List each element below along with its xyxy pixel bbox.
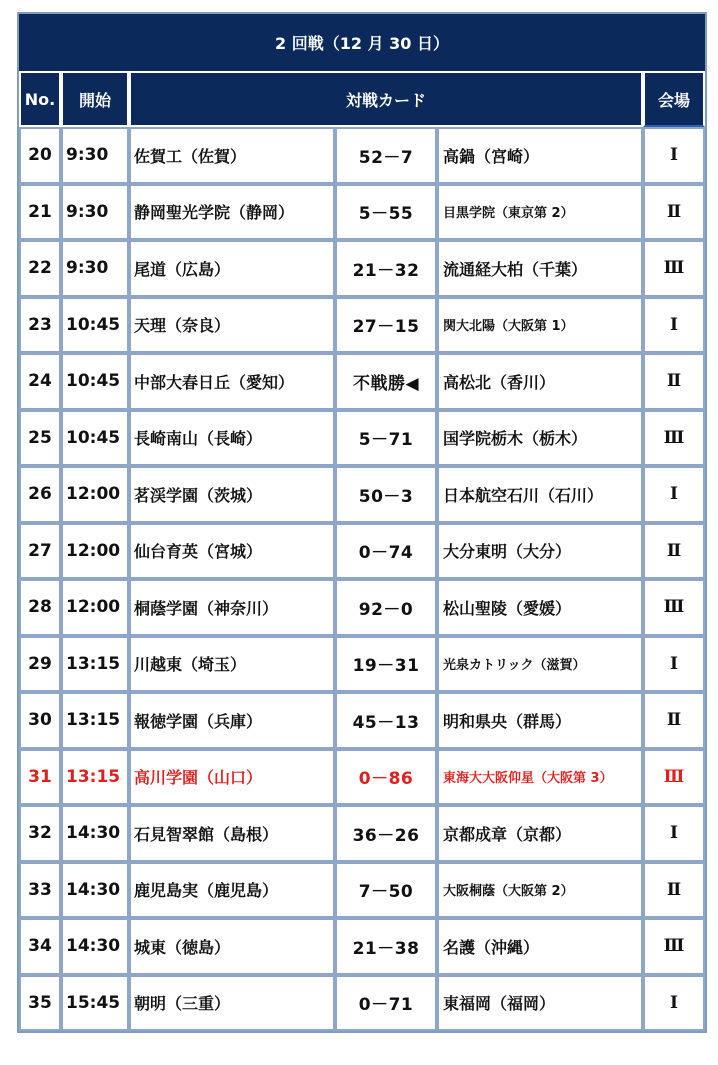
header-match: 対戦カード xyxy=(129,71,643,127)
match-number: 20 xyxy=(19,127,61,184)
venue: Ⅰ xyxy=(643,636,705,693)
start-time: 10:45 xyxy=(61,353,129,410)
venue: Ⅰ xyxy=(643,975,705,1032)
home-team: 仙台育英（宮城） xyxy=(129,523,335,580)
home-team: 高川学園（山口） xyxy=(129,749,335,806)
match-score: 0－74 xyxy=(335,523,437,580)
match-score: 5－55 xyxy=(335,184,437,241)
venue: Ⅱ xyxy=(643,353,705,410)
start-time: 15:45 xyxy=(61,975,129,1032)
match-number: 21 xyxy=(19,184,61,241)
start-time: 10:45 xyxy=(61,297,129,354)
title-row xyxy=(19,14,705,71)
away-team: 京都成章（京都） xyxy=(437,805,643,862)
match-number: 33 xyxy=(19,862,61,919)
header-no: No. xyxy=(19,71,61,127)
match-number: 27 xyxy=(19,523,61,580)
home-team: 城東（徳島） xyxy=(129,918,335,975)
start-time: 12:00 xyxy=(61,579,129,636)
table-row xyxy=(19,918,705,975)
match-score: 27－15 xyxy=(335,297,437,354)
away-team: 大阪桐蔭（大阪第 2） xyxy=(437,862,643,919)
start-time: 13:15 xyxy=(61,692,129,749)
venue: Ⅰ xyxy=(643,466,705,523)
match-score: 不戦勝◀ xyxy=(335,353,437,410)
table-title: 2 回戦（12 月 30 日） xyxy=(19,14,705,71)
venue: Ⅱ xyxy=(643,862,705,919)
table-row xyxy=(19,975,705,1032)
away-team: 光泉カトリック（滋賀） xyxy=(437,636,643,693)
venue: Ⅱ xyxy=(643,184,705,241)
table-row xyxy=(19,692,705,749)
start-time: 10:45 xyxy=(61,410,129,467)
start-time: 12:00 xyxy=(61,523,129,580)
venue: Ⅲ xyxy=(643,749,705,806)
away-team: 流通経大柏（千葉） xyxy=(437,240,643,297)
match-score: 21－32 xyxy=(335,240,437,297)
match-number: 26 xyxy=(19,466,61,523)
home-team: 長崎南山（長崎） xyxy=(129,410,335,467)
away-team: 東福岡（福岡） xyxy=(437,975,643,1032)
start-time: 9:30 xyxy=(61,240,129,297)
away-team: 国学院栃木（栃木） xyxy=(437,410,643,467)
schedule-table-wrapper xyxy=(17,12,703,1033)
match-number: 34 xyxy=(19,918,61,975)
venue: Ⅰ xyxy=(643,805,705,862)
start-time: 14:30 xyxy=(61,805,129,862)
table-row xyxy=(19,184,705,241)
header-start: 開始 xyxy=(61,71,129,127)
home-team: 茗渓学園（茨城） xyxy=(129,466,335,523)
match-score: 52－7 xyxy=(335,127,437,184)
match-score: 19－31 xyxy=(335,636,437,693)
table-row xyxy=(19,579,705,636)
home-team: 天理（奈良） xyxy=(129,297,335,354)
away-team: 日本航空石川（石川） xyxy=(437,466,643,523)
home-team: 尾道（広島） xyxy=(129,240,335,297)
venue: Ⅰ xyxy=(643,297,705,354)
start-time: 12:00 xyxy=(61,466,129,523)
away-team: 関大北陽（大阪第 1） xyxy=(437,297,643,354)
table-row xyxy=(19,410,705,467)
header-row xyxy=(19,71,705,127)
home-team: 川越東（埼玉） xyxy=(129,636,335,693)
start-time: 9:30 xyxy=(61,184,129,241)
venue: Ⅱ xyxy=(643,692,705,749)
home-team: 鹿児島実（鹿児島） xyxy=(129,862,335,919)
match-number: 32 xyxy=(19,805,61,862)
match-number: 31 xyxy=(19,749,61,806)
venue: Ⅱ xyxy=(643,523,705,580)
table-row xyxy=(19,466,705,523)
home-team: 静岡聖光学院（静岡） xyxy=(129,184,335,241)
start-time: 14:30 xyxy=(61,862,129,919)
table-row xyxy=(19,353,705,410)
match-score: 36－26 xyxy=(335,805,437,862)
home-team: 石見智翠館（島根） xyxy=(129,805,335,862)
match-number: 22 xyxy=(19,240,61,297)
venue: Ⅲ xyxy=(643,918,705,975)
away-team: 東海大大阪仰星（大阪第 3） xyxy=(437,749,643,806)
schedule-table xyxy=(17,12,707,1033)
venue: Ⅲ xyxy=(643,240,705,297)
home-team: 中部大春日丘（愛知） xyxy=(129,353,335,410)
start-time: 13:15 xyxy=(61,636,129,693)
table-row xyxy=(19,523,705,580)
match-score: 92－0 xyxy=(335,579,437,636)
match-score: 7－50 xyxy=(335,862,437,919)
table-row xyxy=(19,749,705,806)
match-number: 29 xyxy=(19,636,61,693)
table-row xyxy=(19,805,705,862)
header-venue: 会場 xyxy=(643,71,705,127)
venue: Ⅲ xyxy=(643,579,705,636)
match-number: 30 xyxy=(19,692,61,749)
match-number: 35 xyxy=(19,975,61,1032)
away-team: 高松北（香川） xyxy=(437,353,643,410)
away-team: 目黒学院（東京第 2） xyxy=(437,184,643,241)
start-time: 14:30 xyxy=(61,918,129,975)
table-row xyxy=(19,127,705,184)
home-team: 朝明（三重） xyxy=(129,975,335,1032)
away-team: 松山聖陵（愛媛） xyxy=(437,579,643,636)
table-row xyxy=(19,297,705,354)
away-team: 名護（沖縄） xyxy=(437,918,643,975)
match-score: 50－3 xyxy=(335,466,437,523)
match-number: 25 xyxy=(19,410,61,467)
match-score: 45－13 xyxy=(335,692,437,749)
table-row xyxy=(19,862,705,919)
match-score: 5－71 xyxy=(335,410,437,467)
match-score: 0－71 xyxy=(335,975,437,1032)
home-team: 佐賀工（佐賀） xyxy=(129,127,335,184)
start-time: 13:15 xyxy=(61,749,129,806)
match-number: 24 xyxy=(19,353,61,410)
match-number: 28 xyxy=(19,579,61,636)
match-score: 21－38 xyxy=(335,918,437,975)
venue: Ⅰ xyxy=(643,127,705,184)
venue: Ⅲ xyxy=(643,410,705,467)
table-body xyxy=(19,127,705,1031)
away-team: 高鍋（宮崎） xyxy=(437,127,643,184)
away-team: 大分東明（大分） xyxy=(437,523,643,580)
match-score: 0－86 xyxy=(335,749,437,806)
home-team: 桐蔭学園（神奈川） xyxy=(129,579,335,636)
away-team: 明和県央（群馬） xyxy=(437,692,643,749)
table-row xyxy=(19,636,705,693)
table-row xyxy=(19,240,705,297)
match-number: 23 xyxy=(19,297,61,354)
start-time: 9:30 xyxy=(61,127,129,184)
home-team: 報徳学園（兵庫） xyxy=(129,692,335,749)
